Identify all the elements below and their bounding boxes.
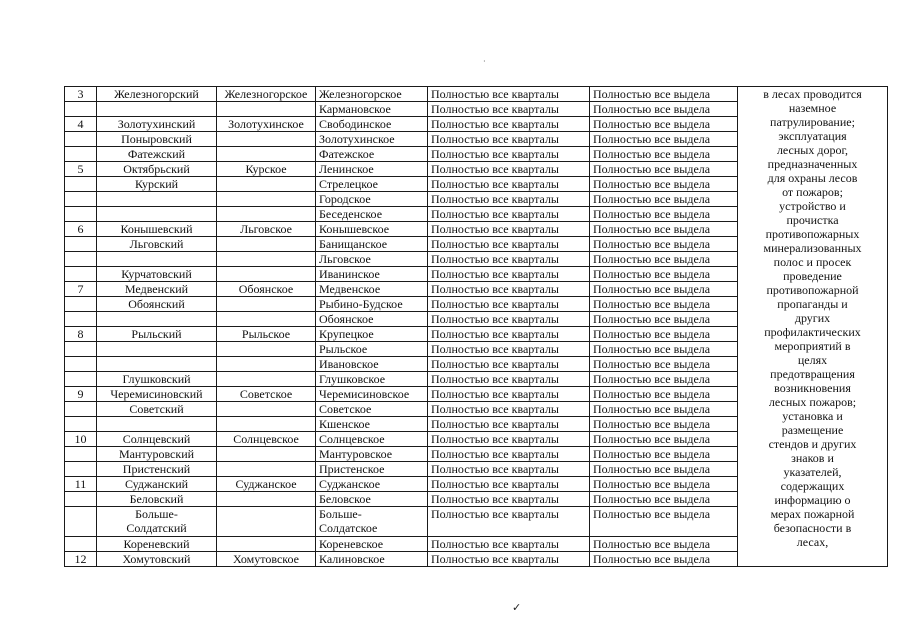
quarters-cell: Полностью все кварталы (428, 372, 590, 387)
sections-cell: Полностью все выдела (590, 372, 738, 387)
district-cell: Железногорский (97, 87, 217, 102)
fire-measures-table-wrapper (64, 86, 888, 567)
sections-cell: Полностью все выдела (590, 267, 738, 282)
quarters-cell: Полностью все кварталы (428, 477, 590, 492)
forestry-cell (217, 342, 316, 357)
note-line: мерах пожарной (770, 507, 855, 521)
district-cell: Глушковский (97, 372, 217, 387)
quarters-cell: Полностью все кварталы (428, 462, 590, 477)
note-line: мероприятий в (774, 339, 851, 353)
sections-cell: Полностью все выдела (590, 147, 738, 162)
forestry-cell (217, 357, 316, 372)
row-number-cell (65, 102, 97, 117)
note-line: содержащих (780, 479, 845, 493)
row-number-cell (65, 237, 97, 252)
sections-cell: Полностью все выдела (590, 237, 738, 252)
forestry-cell (217, 507, 316, 537)
forestry-cell (217, 147, 316, 162)
row-number-cell (65, 267, 97, 282)
district-cell: Суджанский (97, 477, 217, 492)
quarters-cell: Полностью все кварталы (428, 447, 590, 462)
row-number-cell (65, 312, 97, 327)
sub-forestry-cell: Ивановское (316, 357, 428, 372)
district-line: Солдатский (126, 521, 187, 535)
note-line: стендов и других (768, 437, 857, 451)
forestry-cell: Обоянское (217, 282, 316, 297)
row-number-cell: 7 (65, 282, 97, 297)
sections-cell: Полностью все выдела (590, 507, 738, 537)
sections-cell: Полностью все выдела (590, 282, 738, 297)
quarters-cell: Полностью все кварталы (428, 297, 590, 312)
sections-cell: Полностью все выдела (590, 312, 738, 327)
forestry-cell (217, 207, 316, 222)
district-cell: Фатежский (97, 147, 217, 162)
row-number-cell: 4 (65, 117, 97, 132)
sub-forestry-line: Солдатское (319, 521, 378, 535)
sections-cell: Полностью все выдела (590, 552, 738, 567)
note-line: эксплуатация (778, 129, 847, 143)
sections-cell: Полностью все выдела (590, 132, 738, 147)
note-line: указателей, (783, 465, 842, 479)
sub-forestry-cell: Беседенское (316, 207, 428, 222)
district-cell (97, 102, 217, 117)
quarters-cell: Полностью все кварталы (428, 327, 590, 342)
quarters-cell: Полностью все кварталы (428, 507, 590, 537)
note-line: информацию о (774, 493, 851, 507)
sections-cell: Полностью все выдела (590, 402, 738, 417)
forestry-cell: Солнцевское (217, 432, 316, 447)
sections-cell: Полностью все выдела (590, 357, 738, 372)
note-line: противопожарных (765, 227, 860, 241)
sub-forestry-cell: Льговское (316, 252, 428, 267)
row-number-cell (65, 507, 97, 537)
sub-forestry-cell: Городское (316, 192, 428, 207)
sections-cell: Полностью все выдела (590, 102, 738, 117)
sections-cell: Полностью все выдела (590, 222, 738, 237)
district-cell: Кореневский (97, 537, 217, 552)
sections-cell: Полностью все выдела (590, 537, 738, 552)
quarters-cell: Полностью все кварталы (428, 162, 590, 177)
row-number-cell (65, 132, 97, 147)
quarters-cell: Полностью все кварталы (428, 87, 590, 102)
row-number-cell (65, 252, 97, 267)
row-number-cell (65, 177, 97, 192)
district-cell (97, 312, 217, 327)
sub-forestry-cell: Золотухинское (316, 132, 428, 147)
quarters-cell: Полностью все кварталы (428, 357, 590, 372)
forestry-cell (217, 132, 316, 147)
quarters-cell: Полностью все кварталы (428, 117, 590, 132)
district-cell: Курский (97, 177, 217, 192)
forestry-cell (217, 492, 316, 507)
note-line: лесах, (796, 535, 829, 549)
top-mark: · (483, 57, 486, 66)
sub-forestry-cell: Банищанское (316, 237, 428, 252)
row-number-cell: 12 (65, 552, 97, 567)
forestry-cell: Льговское (217, 222, 316, 237)
sub-forestry-cell: Рыльское (316, 342, 428, 357)
note-line: профилактических (764, 325, 861, 339)
district-cell (97, 357, 217, 372)
sub-forestry-cell: Обоянское (316, 312, 428, 327)
sub-forestry-cell (316, 507, 428, 537)
sections-cell: Полностью все выдела (590, 342, 738, 357)
district-cell: Поныровский (97, 132, 217, 147)
sections-cell: Полностью все выдела (590, 177, 738, 192)
note-line: наземное (788, 101, 837, 115)
quarters-cell: Полностью все кварталы (428, 207, 590, 222)
forestry-cell (217, 447, 316, 462)
sections-cell: Полностью все выдела (590, 432, 738, 447)
note-line: возникновения (774, 381, 851, 395)
sub-forestry-cell: Конышевское (316, 222, 428, 237)
note-line: лесных дорог, (776, 143, 849, 157)
sections-cell: Полностью все выдела (590, 327, 738, 342)
forestry-cell: Советское (217, 387, 316, 402)
quarters-cell: Полностью все кварталы (428, 237, 590, 252)
note-line: для охраны лесов (767, 171, 858, 185)
forestry-cell (217, 402, 316, 417)
note-line: размещение (781, 423, 844, 437)
sections-cell: Полностью все выдела (590, 192, 738, 207)
sub-forestry-cell: Кармановское (316, 102, 428, 117)
forestry-cell (217, 177, 316, 192)
note-line: противопожарной (766, 283, 859, 297)
forestry-cell (217, 297, 316, 312)
row-number-cell (65, 147, 97, 162)
quarters-cell: Полностью все кварталы (428, 222, 590, 237)
sub-forestry-cell: Солнцевское (316, 432, 428, 447)
quarters-cell: Полностью все кварталы (428, 402, 590, 417)
note-line: патрулирование; (770, 115, 855, 129)
district-cell (97, 192, 217, 207)
sub-forestry-cell: Железногорское (316, 87, 428, 102)
forestry-cell: Хомутовское (217, 552, 316, 567)
quarters-cell: Полностью все кварталы (428, 417, 590, 432)
quarters-cell: Полностью все кварталы (428, 552, 590, 567)
sections-cell: Полностью все выдела (590, 387, 738, 402)
district-cell: Черемисиновский (97, 387, 217, 402)
row-number-cell (65, 207, 97, 222)
forestry-cell: Суджанское (217, 477, 316, 492)
note-line: в лесах проводится (763, 87, 862, 101)
forestry-cell (217, 462, 316, 477)
row-number-cell: 3 (65, 87, 97, 102)
district-cell: Рыльский (97, 327, 217, 342)
forestry-cell: Железногорское (217, 87, 316, 102)
sub-forestry-cell: Ленинское (316, 162, 428, 177)
sections-cell: Полностью все выдела (590, 297, 738, 312)
row-number-cell: 5 (65, 162, 97, 177)
district-cell: Конышевский (97, 222, 217, 237)
quarters-cell: Полностью все кварталы (428, 537, 590, 552)
sub-forestry-cell: Фатежское (316, 147, 428, 162)
note-line: устройство и (779, 199, 846, 213)
forestry-cell (217, 372, 316, 387)
quarters-cell: Полностью все кварталы (428, 432, 590, 447)
row-number-cell (65, 537, 97, 552)
sub-forestry-cell: Крупецкое (316, 327, 428, 342)
sub-forestry-cell: Калиновское (316, 552, 428, 567)
fire-measures-table (64, 86, 888, 567)
forestry-cell (217, 537, 316, 552)
sections-cell: Полностью все выдела (590, 477, 738, 492)
note-line: минерализованных (763, 241, 862, 255)
note-line: полос и просек (773, 255, 852, 269)
note-line: целях (797, 353, 828, 367)
quarters-cell: Полностью все кварталы (428, 192, 590, 207)
quarters-cell: Полностью все кварталы (428, 387, 590, 402)
measures-note-cell (738, 87, 888, 567)
row-number-cell: 11 (65, 477, 97, 492)
sections-cell: Полностью все выдела (590, 87, 738, 102)
row-number-cell (65, 342, 97, 357)
district-line: Больше- (135, 507, 178, 521)
forestry-cell (217, 237, 316, 252)
district-cell: Солнцевский (97, 432, 217, 447)
sub-forestry-cell: Иванинское (316, 267, 428, 282)
district-cell (97, 417, 217, 432)
sub-forestry-cell: Советское (316, 402, 428, 417)
sub-forestry-cell: Суджанское (316, 477, 428, 492)
district-cell (97, 207, 217, 222)
forestry-cell (217, 192, 316, 207)
sub-forestry-cell: Пристенское (316, 462, 428, 477)
sub-forestry-line: Больше- (319, 507, 362, 521)
row-number-cell: 8 (65, 327, 97, 342)
note-line: предотвращения (770, 367, 855, 381)
district-cell (97, 342, 217, 357)
sub-forestry-cell: Кореневское (316, 537, 428, 552)
sections-cell: Полностью все выдела (590, 417, 738, 432)
sections-cell: Полностью все выдела (590, 117, 738, 132)
note-line: проведение (783, 269, 842, 283)
forestry-cell: Золотухинское (217, 117, 316, 132)
quarters-cell: Полностью все кварталы (428, 102, 590, 117)
sub-forestry-cell: Рыбино-Будское (316, 297, 428, 312)
row-number-cell: 10 (65, 432, 97, 447)
note-line: предназначенных (767, 157, 858, 171)
forestry-cell (217, 267, 316, 282)
quarters-cell: Полностью все кварталы (428, 147, 590, 162)
forestry-cell (217, 102, 316, 117)
row-number-cell (65, 462, 97, 477)
district-cell: Медвенский (97, 282, 217, 297)
row-number-cell (65, 417, 97, 432)
note-line: от пожаров; (782, 185, 843, 199)
district-cell: Обоянский (97, 297, 217, 312)
forestry-cell (217, 312, 316, 327)
note-line: пропаганды и (777, 297, 848, 311)
sub-forestry-cell: Кшенское (316, 417, 428, 432)
note-line: установка и (782, 409, 843, 423)
note-line: лесных пожаров; (768, 395, 857, 409)
bottom-mark: ✓ (512, 602, 522, 614)
row-number-cell: 9 (65, 387, 97, 402)
district-cell (97, 507, 217, 537)
sub-forestry-cell: Свободинское (316, 117, 428, 132)
forestry-cell (217, 417, 316, 432)
quarters-cell: Полностью все кварталы (428, 177, 590, 192)
sub-forestry-cell: Мантуровское (316, 447, 428, 462)
sections-cell: Полностью все выдела (590, 447, 738, 462)
district-cell: Хомутовский (97, 552, 217, 567)
row-number-cell (65, 192, 97, 207)
sub-forestry-cell: Глушковское (316, 372, 428, 387)
district-cell: Октябрьский (97, 162, 217, 177)
forestry-cell: Рыльское (217, 327, 316, 342)
district-cell: Советский (97, 402, 217, 417)
sub-forestry-cell: Черемисиновское (316, 387, 428, 402)
sub-forestry-cell: Беловское (316, 492, 428, 507)
sections-cell: Полностью все выдела (590, 462, 738, 477)
row-number-cell (65, 402, 97, 417)
district-cell: Золотухинский (97, 117, 217, 132)
district-cell (97, 252, 217, 267)
row-number-cell (65, 297, 97, 312)
district-cell: Пристенский (97, 462, 217, 477)
note-line: безопасности в (773, 521, 852, 535)
row-number-cell (65, 447, 97, 462)
quarters-cell: Полностью все кварталы (428, 492, 590, 507)
district-cell: Мантуровский (97, 447, 217, 462)
sections-cell: Полностью все выдела (590, 492, 738, 507)
forestry-cell (217, 252, 316, 267)
district-cell: Курчатовский (97, 267, 217, 282)
quarters-cell: Полностью все кварталы (428, 282, 590, 297)
table-row (65, 87, 888, 102)
note-line: прочистка (786, 213, 839, 227)
quarters-cell: Полностью все кварталы (428, 132, 590, 147)
row-number-cell (65, 357, 97, 372)
sections-cell: Полностью все выдела (590, 252, 738, 267)
row-number-cell (65, 372, 97, 387)
sections-cell: Полностью все выдела (590, 162, 738, 177)
row-number-cell (65, 492, 97, 507)
row-number-cell: 6 (65, 222, 97, 237)
note-line: других (794, 311, 831, 325)
district-cell: Льговский (97, 237, 217, 252)
district-cell: Беловский (97, 492, 217, 507)
quarters-cell: Полностью все кварталы (428, 267, 590, 282)
sub-forestry-cell: Медвенское (316, 282, 428, 297)
quarters-cell: Полностью все кварталы (428, 312, 590, 327)
quarters-cell: Полностью все кварталы (428, 342, 590, 357)
sections-cell: Полностью все выдела (590, 207, 738, 222)
sub-forestry-cell: Стрелецкое (316, 177, 428, 192)
quarters-cell: Полностью все кварталы (428, 252, 590, 267)
note-line: знаков и (791, 451, 834, 465)
forestry-cell: Курское (217, 162, 316, 177)
